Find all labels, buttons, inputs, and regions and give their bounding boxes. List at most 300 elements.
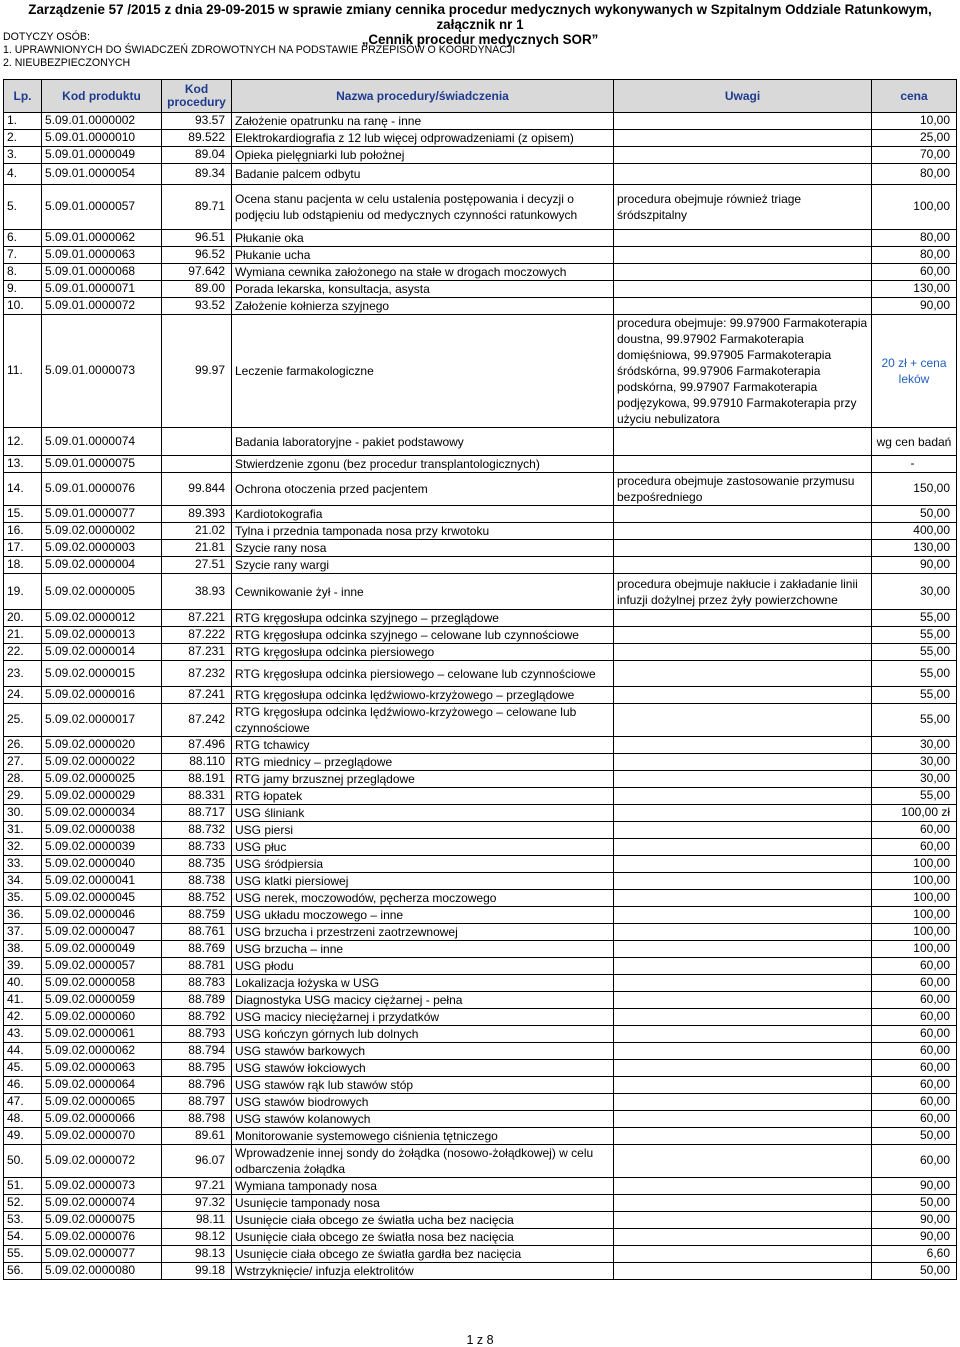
cell-name: USG układu moczowego – inne [232, 907, 614, 924]
table-row [4, 247, 957, 264]
cell-product-code: 5.09.02.0000012 [42, 610, 162, 627]
cell-procedure-code: 93.52 [162, 298, 232, 315]
cell-procedure-code: 89.393 [162, 506, 232, 523]
cell-price: 100,00 [872, 924, 957, 941]
cell-lp: 24. [4, 687, 42, 704]
table-row [4, 856, 957, 873]
cell-lp: 13. [4, 456, 42, 473]
cell-notes [614, 627, 872, 644]
table-row [4, 873, 957, 890]
cell-lp: 54. [4, 1229, 42, 1246]
cell-procedure-code: 87.242 [162, 704, 232, 737]
cell-product-code: 5.09.01.0000076 [42, 473, 162, 506]
table-row [4, 805, 957, 822]
cell-product-code: 5.09.02.0000059 [42, 992, 162, 1009]
table-row [4, 113, 957, 130]
cell-price: 90,00 [872, 1178, 957, 1195]
cell-notes [614, 113, 872, 130]
cell-name: USG płuc [232, 839, 614, 856]
cell-notes [614, 1043, 872, 1060]
cell-procedure-code: 88.191 [162, 771, 232, 788]
cell-lp: 49. [4, 1128, 42, 1145]
cell-notes [614, 941, 872, 958]
cell-name: Ocena stanu pacjenta w celu ustalenia postępowania i decyzji o podjęciu lub odstąpieniu od medycznych czynności ratunkowych [232, 185, 614, 230]
cell-lp: 50. [4, 1145, 42, 1178]
cell-name: Stwierdzenie zgonu (bez procedur transplantologicznych) [232, 456, 614, 473]
cell-procedure-code: 99.844 [162, 473, 232, 506]
table-row [4, 1263, 957, 1280]
document-header [0, 2, 960, 47]
cell-notes [614, 644, 872, 661]
cell-name: Usunięcie ciała obcego ze światła nosa bez nacięcia [232, 1229, 614, 1246]
cell-notes [614, 1178, 872, 1195]
cell-name: Monitorowanie systemowego ciśnienia tętniczego [232, 1128, 614, 1145]
cell-price: - [872, 456, 957, 473]
cell-lp: 8. [4, 264, 42, 281]
table-row [4, 1229, 957, 1246]
cell-name: Diagnostyka USG macicy ciężarnej - pełna [232, 992, 614, 1009]
cell-product-code: 5.09.02.0000070 [42, 1128, 162, 1145]
cell-price: 55,00 [872, 644, 957, 661]
cell-lp: 33. [4, 856, 42, 873]
table-row [4, 1111, 957, 1128]
cell-price: 50,00 [872, 1195, 957, 1212]
cell-price: 30,00 [872, 574, 957, 610]
cell-name: Wymiana cewnika założonego na stałe w drogach moczowych [232, 264, 614, 281]
cell-product-code: 5.09.02.0000058 [42, 975, 162, 992]
cell-lp: 12. [4, 428, 42, 456]
cell-lp: 38. [4, 941, 42, 958]
table-row [4, 540, 957, 557]
cell-product-code: 5.09.02.0000040 [42, 856, 162, 873]
cell-price: 60,00 [872, 822, 957, 839]
cell-procedure-code: 88.781 [162, 958, 232, 975]
cell-product-code: 5.09.02.0000013 [42, 627, 162, 644]
cell-price: 60,00 [872, 1060, 957, 1077]
table-row [4, 574, 957, 610]
cell-product-code: 5.09.01.0000072 [42, 298, 162, 315]
cell-lp: 30. [4, 805, 42, 822]
cell-product-code: 5.09.02.0000049 [42, 941, 162, 958]
cell-product-code: 5.09.02.0000045 [42, 890, 162, 907]
cell-name: USG stawów łokciowych [232, 1060, 614, 1077]
scope-item-1: 1. UPRAWNIONYCH DO ŚWIADCZEŃ ZDROWOTNYCH NA PODSTAWIE PRZEPISÓW O KOORDYNACJI [3, 44, 516, 56]
cell-price: 80,00 [872, 247, 957, 264]
table-row [4, 687, 957, 704]
scope-label: DOTYCZY OSÓB: [3, 31, 90, 43]
table-row [4, 1094, 957, 1111]
table-row [4, 281, 957, 298]
table-row [4, 1178, 957, 1195]
cell-notes [614, 523, 872, 540]
cell-product-code: 5.09.02.0000080 [42, 1263, 162, 1280]
table-row [4, 1212, 957, 1229]
cell-price: wg cen badań [872, 428, 957, 456]
cell-name: RTG kręgosłupa odcinka szyjnego – przeglądowe [232, 610, 614, 627]
cell-procedure-code: 88.733 [162, 839, 232, 856]
cell-lp: 39. [4, 958, 42, 975]
cell-lp: 52. [4, 1195, 42, 1212]
table-row [4, 1145, 957, 1178]
cell-notes [614, 788, 872, 805]
cell-notes [614, 822, 872, 839]
cell-name: USG piersi [232, 822, 614, 839]
cell-lp: 11. [4, 315, 42, 428]
cell-lp: 20. [4, 610, 42, 627]
cell-product-code: 5.09.02.0000039 [42, 839, 162, 856]
cell-notes [614, 975, 872, 992]
cell-price: 55,00 [872, 704, 957, 737]
cell-product-code: 5.09.01.0000068 [42, 264, 162, 281]
table-row [4, 958, 957, 975]
cell-product-code: 5.09.02.0000062 [42, 1043, 162, 1060]
cell-lp: 45. [4, 1060, 42, 1077]
table-row [4, 456, 957, 473]
cell-product-code: 5.09.02.0000015 [42, 661, 162, 687]
cell-product-code: 5.09.02.0000073 [42, 1178, 162, 1195]
cell-notes [614, 506, 872, 523]
cell-notes [614, 873, 872, 890]
cell-procedure-code: 87.496 [162, 737, 232, 754]
cell-lp: 16. [4, 523, 42, 540]
cell-notes [614, 1009, 872, 1026]
cell-name: Badania laboratoryjne - pakiet podstawowy [232, 428, 614, 456]
cell-procedure-code: 89.04 [162, 147, 232, 164]
table-row [4, 754, 957, 771]
price-table [3, 79, 957, 1280]
cell-price: 6,60 [872, 1246, 957, 1263]
cell-price: 60,00 [872, 1111, 957, 1128]
cell-price: 30,00 [872, 754, 957, 771]
cell-notes [614, 1128, 872, 1145]
table-row [4, 992, 957, 1009]
cell-lp: 7. [4, 247, 42, 264]
cell-name: Porada lekarska, konsultacja, asysta [232, 281, 614, 298]
cell-procedure-code: 27.51 [162, 557, 232, 574]
table-row [4, 907, 957, 924]
cell-procedure-code: 88.798 [162, 1111, 232, 1128]
cell-procedure-code [162, 428, 232, 456]
table-row [4, 164, 957, 185]
cell-notes [614, 1195, 872, 1212]
cell-notes [614, 1229, 872, 1246]
cell-notes [614, 230, 872, 247]
col-header-product-code: Kod produktu [42, 80, 162, 113]
cell-price: 60,00 [872, 1094, 957, 1111]
table-row [4, 1060, 957, 1077]
col-header-notes: Uwagi [614, 80, 872, 113]
cell-notes [614, 1026, 872, 1043]
cell-name: RTG kręgosłupa odcinka piersiowego – celowane lub czynnościowe [232, 661, 614, 687]
cell-product-code: 5.09.02.0000017 [42, 704, 162, 737]
cell-procedure-code: 98.12 [162, 1229, 232, 1246]
cell-name: RTG jamy brzusznej przeglądowe [232, 771, 614, 788]
cell-name: Usunięcie ciała obcego ze światła gardła bez nacięcia [232, 1246, 614, 1263]
cell-procedure-code: 87.221 [162, 610, 232, 627]
cell-lp: 56. [4, 1263, 42, 1280]
table-row [4, 523, 957, 540]
cell-price: 70,00 [872, 147, 957, 164]
cell-notes [614, 958, 872, 975]
cell-lp: 29. [4, 788, 42, 805]
cell-product-code: 5.09.02.0000020 [42, 737, 162, 754]
cell-price: 90,00 [872, 1212, 957, 1229]
cell-price: 50,00 [872, 1128, 957, 1145]
cell-name: USG klatki piersiowej [232, 873, 614, 890]
cell-procedure-code: 88.759 [162, 907, 232, 924]
table-row [4, 941, 957, 958]
cell-notes [614, 1246, 872, 1263]
cell-notes [614, 924, 872, 941]
cell-lp: 36. [4, 907, 42, 924]
cell-price: 50,00 [872, 1263, 957, 1280]
cell-notes [614, 147, 872, 164]
cell-product-code: 5.09.02.0000077 [42, 1246, 162, 1263]
cell-lp: 2. [4, 130, 42, 147]
cell-lp: 53. [4, 1212, 42, 1229]
table-row [4, 1246, 957, 1263]
cell-lp: 22. [4, 644, 42, 661]
cell-lp: 55. [4, 1246, 42, 1263]
cell-lp: 5. [4, 185, 42, 230]
cell-lp: 23. [4, 661, 42, 687]
cell-procedure-code: 96.07 [162, 1145, 232, 1178]
cell-price: 130,00 [872, 540, 957, 557]
cell-procedure-code: 97.21 [162, 1178, 232, 1195]
cell-price: 60,00 [872, 1009, 957, 1026]
cell-product-code: 5.09.02.0000074 [42, 1195, 162, 1212]
header-line-2: „Cennik procedur medycznych SOR” [361, 32, 599, 47]
cell-price: 60,00 [872, 1026, 957, 1043]
cell-name: RTG kręgosłupa odcinka szyjnego – celowane lub czynnościowe [232, 627, 614, 644]
cell-notes [614, 907, 872, 924]
table-row [4, 1077, 957, 1094]
cell-procedure-code: 88.110 [162, 754, 232, 771]
table-row [4, 1195, 957, 1212]
cell-procedure-code: 96.51 [162, 230, 232, 247]
cell-product-code: 5.09.01.0000073 [42, 315, 162, 428]
cell-lp: 43. [4, 1026, 42, 1043]
cell-notes [614, 247, 872, 264]
cell-price: 55,00 [872, 788, 957, 805]
cell-notes [614, 856, 872, 873]
cell-notes [614, 890, 872, 907]
cell-product-code: 5.09.02.0000075 [42, 1212, 162, 1229]
cell-name: Szycie rany wargi [232, 557, 614, 574]
cell-procedure-code: 88.793 [162, 1026, 232, 1043]
table-row [4, 788, 957, 805]
cell-notes [614, 610, 872, 627]
cell-name: Lokalizacja łożyska w USG [232, 975, 614, 992]
cell-name: RTG kręgosłupa odcinka lędźwiowo-krzyżowego – celowane lub czynnościowe [232, 704, 614, 737]
cell-name: RTG kręgosłupa odcinka lędźwiowo-krzyżowego – przeglądowe [232, 687, 614, 704]
cell-lp: 18. [4, 557, 42, 574]
cell-procedure-code: 88.794 [162, 1043, 232, 1060]
cell-name: Usunięcie ciała obcego ze światła ucha bez nacięcia [232, 1212, 614, 1229]
cell-notes [614, 1111, 872, 1128]
table-row [4, 130, 957, 147]
cell-product-code: 5.09.02.0000016 [42, 687, 162, 704]
cell-lp: 26. [4, 737, 42, 754]
cell-lp: 10. [4, 298, 42, 315]
cell-product-code: 5.09.01.0000049 [42, 147, 162, 164]
cell-notes [614, 264, 872, 281]
cell-price: 60,00 [872, 1145, 957, 1178]
cell-lp: 47. [4, 1094, 42, 1111]
cell-price: 150,00 [872, 473, 957, 506]
table-row [4, 661, 957, 687]
cell-lp: 32. [4, 839, 42, 856]
cell-lp: 1. [4, 113, 42, 130]
cell-price: 60,00 [872, 992, 957, 1009]
table-row [4, 771, 957, 788]
cell-notes [614, 687, 872, 704]
cell-name: USG macicy nieciężarnej i przydatków [232, 1009, 614, 1026]
cell-procedure-code: 88.795 [162, 1060, 232, 1077]
table-row [4, 924, 957, 941]
cell-product-code: 5.09.01.0000075 [42, 456, 162, 473]
cell-name: Usunięcie tamponady nosa [232, 1195, 614, 1212]
cell-notes [614, 281, 872, 298]
cell-price: 130,00 [872, 281, 957, 298]
cell-name: Kardiotokografia [232, 506, 614, 523]
cell-price: 55,00 [872, 661, 957, 687]
cell-name: Leczenie farmakologiczne [232, 315, 614, 428]
cell-product-code: 5.09.02.0000025 [42, 771, 162, 788]
cell-lp: 48. [4, 1111, 42, 1128]
cell-notes [614, 130, 872, 147]
cell-product-code: 5.09.02.0000065 [42, 1094, 162, 1111]
cell-lp: 35. [4, 890, 42, 907]
cell-price: 80,00 [872, 230, 957, 247]
cell-price: 25,00 [872, 130, 957, 147]
col-header-price: cena [872, 80, 957, 113]
cell-product-code: 5.09.02.0000022 [42, 754, 162, 771]
cell-procedure-code: 88.732 [162, 822, 232, 839]
table-row [4, 298, 957, 315]
col-header-name: Nazwa procedury/świadczenia [232, 80, 614, 113]
cell-name: Założenie opatrunku na ranę - inne [232, 113, 614, 130]
cell-lp: 34. [4, 873, 42, 890]
cell-lp: 17. [4, 540, 42, 557]
cell-name: RTG kręgosłupa odcinka piersiowego [232, 644, 614, 661]
cell-price: 50,00 [872, 506, 957, 523]
cell-product-code: 5.09.01.0000002 [42, 113, 162, 130]
cell-price: 100,00 [872, 941, 957, 958]
cell-name: Ochrona otoczenia przed pacjentem [232, 473, 614, 506]
cell-procedure-code: 88.717 [162, 805, 232, 822]
table-row [4, 1009, 957, 1026]
table-row [4, 557, 957, 574]
table-row [4, 1043, 957, 1060]
cell-name: Szycie rany nosa [232, 540, 614, 557]
cell-notes [614, 557, 872, 574]
cell-notes [614, 1212, 872, 1229]
cell-product-code: 5.09.02.0000064 [42, 1077, 162, 1094]
cell-price: 60,00 [872, 839, 957, 856]
cell-product-code: 5.09.02.0000005 [42, 574, 162, 610]
cell-product-code: 5.09.02.0000034 [42, 805, 162, 822]
cell-procedure-code: 89.522 [162, 130, 232, 147]
cell-procedure-code: 21.02 [162, 523, 232, 540]
cell-product-code: 5.09.02.0000046 [42, 907, 162, 924]
cell-name: Tylna i przednia tamponada nosa przy krwotoku [232, 523, 614, 540]
table-row [4, 230, 957, 247]
cell-lp: 25. [4, 704, 42, 737]
table-row [4, 737, 957, 754]
cell-lp: 27. [4, 754, 42, 771]
cell-price: 20 zł + cena leków [872, 315, 957, 428]
cell-price: 55,00 [872, 627, 957, 644]
cell-product-code: 5.09.02.0000003 [42, 540, 162, 557]
cell-name: USG śliniank [232, 805, 614, 822]
cell-name: RTG łopatek [232, 788, 614, 805]
cell-name: USG brzucha i przestrzeni zaotrzewnowej [232, 924, 614, 941]
cell-lp: 37. [4, 924, 42, 941]
cell-product-code: 5.09.02.0000061 [42, 1026, 162, 1043]
table-row [4, 822, 957, 839]
cell-price: 30,00 [872, 737, 957, 754]
table-row [4, 627, 957, 644]
table-row [4, 644, 957, 661]
cell-price: 400,00 [872, 523, 957, 540]
cell-notes [614, 1145, 872, 1178]
cell-name: Założenie kołnierza szyjnego [232, 298, 614, 315]
cell-procedure-code: 98.11 [162, 1212, 232, 1229]
cell-name: USG nerek, moczowodów, pęcherza moczowego [232, 890, 614, 907]
table-row [4, 473, 957, 506]
cell-notes [614, 1077, 872, 1094]
cell-name: Wstrzyknięcie/ infuzja elektrolitów [232, 1263, 614, 1280]
cell-procedure-code: 88.783 [162, 975, 232, 992]
cell-price: 10,00 [872, 113, 957, 130]
cell-lp: 9. [4, 281, 42, 298]
cell-price: 100,00 [872, 185, 957, 230]
cell-product-code: 5.09.02.0000004 [42, 557, 162, 574]
cell-lp: 14. [4, 473, 42, 506]
cell-name: RTG miednicy – przeglądowe [232, 754, 614, 771]
cell-name: Badanie palcem odbytu [232, 164, 614, 185]
cell-product-code: 5.09.02.0000057 [42, 958, 162, 975]
cell-price: 55,00 [872, 610, 957, 627]
cell-product-code: 5.09.01.0000010 [42, 130, 162, 147]
table-row [4, 1128, 957, 1145]
cell-price: 30,00 [872, 771, 957, 788]
header-line-1: Zarządzenie 57 /2015 z dnia 29-09-2015 w sprawie zmiany cennika procedur medycznych wykonywanych w Szpitalnym Oddziale Ratunkowym, załącznik nr 1 [28, 2, 932, 32]
cell-name: Płukanie oka [232, 230, 614, 247]
cell-name: Opieka pielęgniarki lub położnej [232, 147, 614, 164]
cell-lp: 44. [4, 1043, 42, 1060]
cell-lp: 28. [4, 771, 42, 788]
cell-product-code: 5.09.02.0000041 [42, 873, 162, 890]
cell-product-code: 5.09.02.0000072 [42, 1145, 162, 1178]
cell-lp: 31. [4, 822, 42, 839]
cell-price: 80,00 [872, 164, 957, 185]
table-row [4, 264, 957, 281]
cell-price: 100,00 [872, 873, 957, 890]
cell-notes [614, 839, 872, 856]
cell-product-code: 5.09.02.0000063 [42, 1060, 162, 1077]
cell-procedure-code: 89.61 [162, 1128, 232, 1145]
table-row [4, 704, 957, 737]
cell-procedure-code: 88.331 [162, 788, 232, 805]
cell-name: RTG tchawicy [232, 737, 614, 754]
cell-product-code: 5.09.01.0000062 [42, 230, 162, 247]
cell-product-code: 5.09.01.0000054 [42, 164, 162, 185]
table-row [4, 839, 957, 856]
cell-procedure-code: 99.97 [162, 315, 232, 428]
cell-product-code: 5.09.01.0000077 [42, 506, 162, 523]
